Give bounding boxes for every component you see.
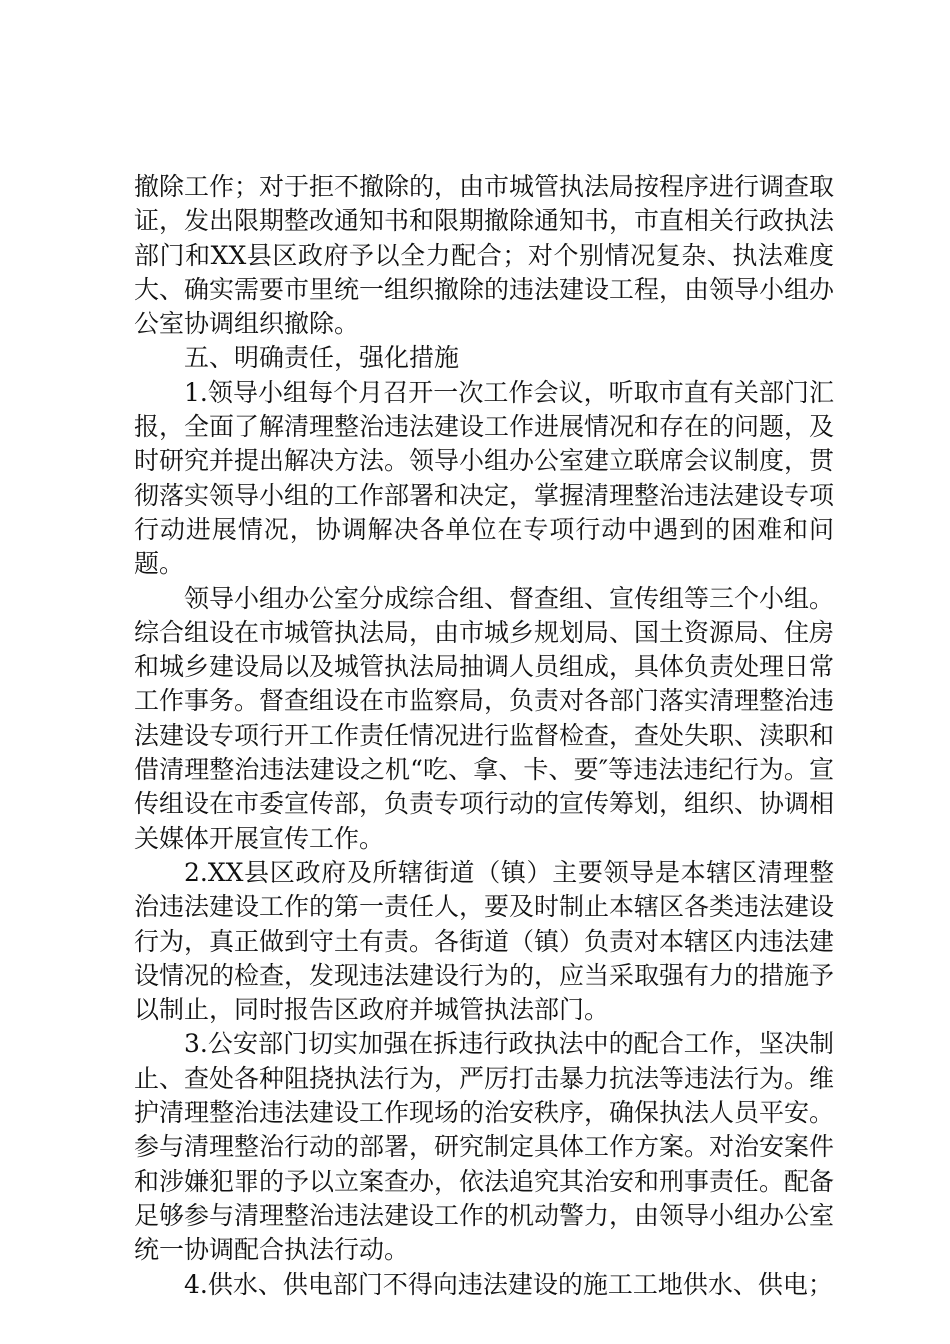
paragraph-item-4: 4.供水、供电部门不得向违法建设的施工工地供水、供电； — [184, 1269, 833, 1299]
paragraph-office-groups: 领导小组办公室分成综合组、督查组、宣传组等三个小组。综合组设在市城管执法局，由市城乡规划局、国土资源局、住房和城乡建设局以及城管执法局抽调人员组成，具体负责处理日常工作事务。督查组设在市监察局，负责对各部门落实清理整治违法建设专项行开工作责任情况进行监督检查，查处失职、渎职和借清理整治违法建设之机“吃、拿、卡、要″等违法违纪行为。宣传组设在市委宣传部，负责专项行动的宣传筹划，组织、协调相关媒体开展宣传工作。 — [134, 583, 835, 853]
paragraph-demolition-continued: 撤除工作；对于拒不撤除的，由市城管执法局按程序进行调查取证，发出限期整改通知书和限期撤除通知书，市直相关行政执法部门和XX县区政府予以全力配合；对个别情况复杂、执法难度大、确实需要市里统一组织撤除的违法建设工程，由领导小组办公室协调组织撤除。 — [134, 172, 835, 339]
paragraph-item-3: 3.公安部门切实加强在拆违行政执法中的配合工作，坚决制止、查处各种阻挠执法行为，严厉打击暴力抗法等违法行为。维护清理整治违法建设工作现场的治安秩序，确保执法人员平安。参与清理整治行动的部署，研究制定具体工作方案。对治安案件和涉嫌犯罪的予以立案查办，依法追究其治安和刑事责任。配备足够参与清理整治违法建设工作的机动警力，由领导小组办公室统一协调配合执法行动。 — [134, 1029, 835, 1265]
section-heading-responsibilities: 五、明确责任，强化措施 — [184, 343, 460, 373]
paragraph-item-2: 2.XX县区政府及所辖街道（镇）主要领导是本辖区清理整治违法建设工作的第一责任人，要及时制止本辖区各类违法建设行为，真正做到守土有责。各街道（镇）负责对本辖区内违法建设情况的检查，发现违法建设行为的，应当采取强有力的措施予以制止，同时报告区政府并城管执法部门。 — [134, 857, 835, 1025]
paragraph-item-1: 1.领导小组每个月召开一次工作会议，听取市直有关部门汇报，全面了解清理整治违法建设工作进展情况和存在的问题，及时研究并提出解决方法。领导小组办公室建立联席会议制度，贯彻落实领导小组的工作部署和决定，掌握清理整治违法建设专项行动进展情况，协调解决各单位在专项行动中遇到的困难和问题。 — [134, 377, 835, 579]
document-body — [134, 170, 834, 1302]
